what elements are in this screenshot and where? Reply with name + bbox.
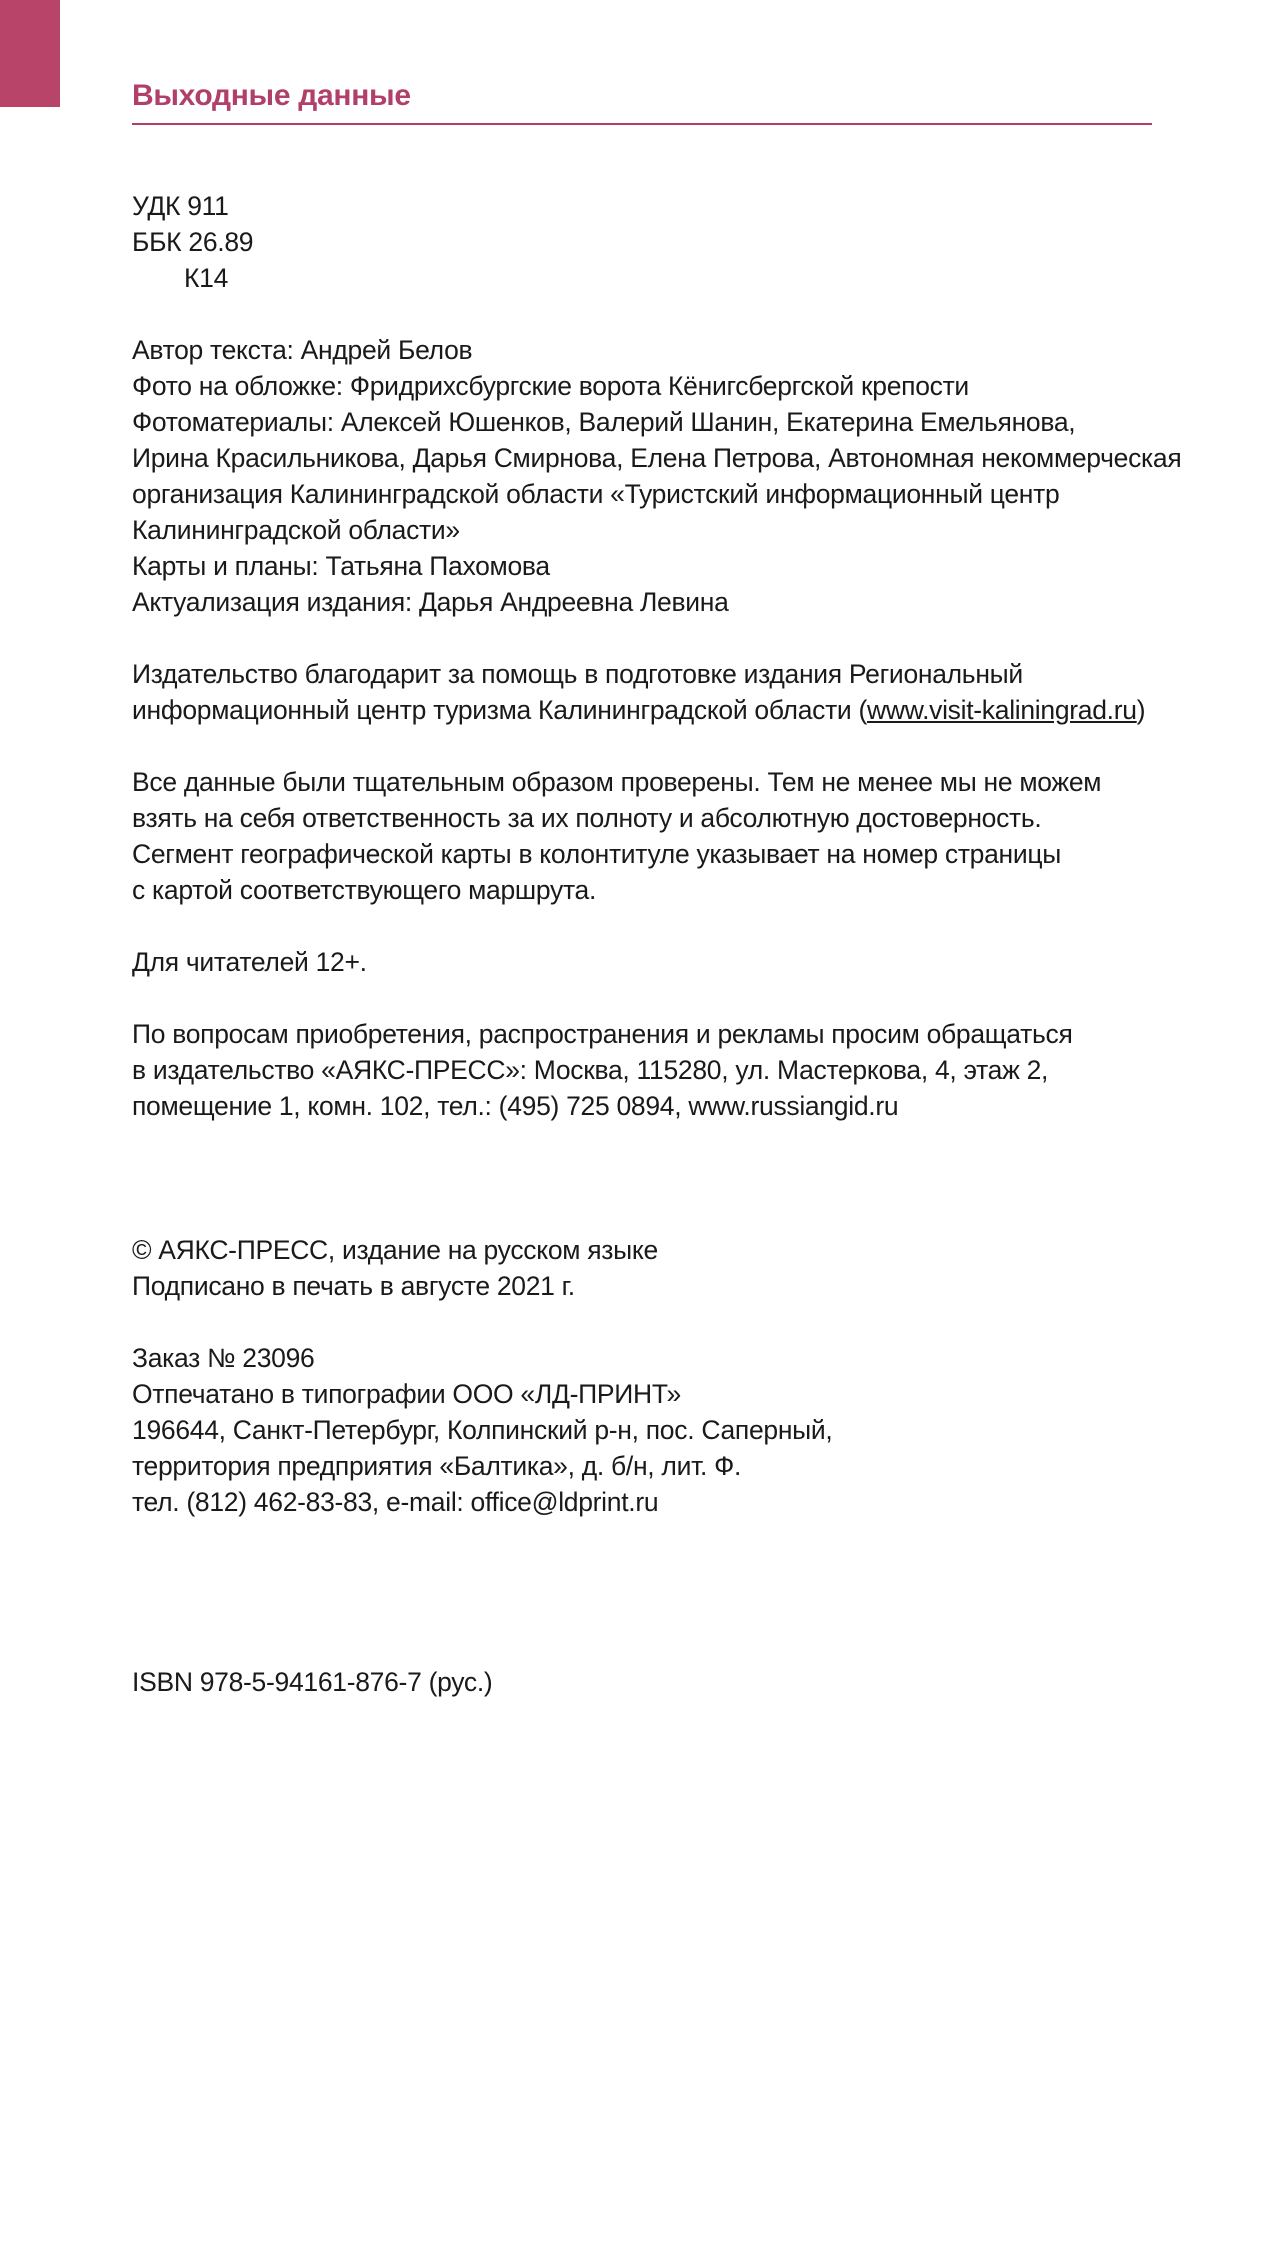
order-number: Заказ № 23096 [132, 1343, 315, 1373]
page-header [132, 72, 1152, 125]
disclaimer-line-1: Все данные были тщательным образом проверены. Тем не менее мы не можем [132, 767, 1102, 797]
disclaimer-line-2: взять на себя ответственность за их полноту и абсолютную достоверность. [132, 803, 1042, 833]
spacer [132, 620, 1232, 656]
thanks-line-2-prefix: информационный центр туризма Калининградской области ( [132, 695, 868, 725]
update-credit: Актуализация издания: Дарья Андреевна Левина [132, 587, 729, 617]
spacer [132, 908, 1232, 944]
udk-line: УДК 911 [132, 191, 229, 221]
age-rating: Для читателей 12+. [132, 947, 367, 977]
maps-credit: Карты и планы: Татьяна Пахомова [132, 551, 550, 581]
photo-credit-line-1: Фотоматериалы: Алексей Юшенков, Валерий Шанин, Екатерина Емельянова, [132, 407, 1076, 437]
visit-kaliningrad-link[interactable]: www.visit-kaliningrad.ru [867, 695, 1137, 725]
spacer [132, 1520, 1232, 1664]
spacer [132, 1304, 1232, 1340]
print-signed-line: Подписано в печать в августе 2021 г. [132, 1271, 575, 1301]
photo-credit-line-2: Ирина Красильникова, Дарья Смирнова, Елена Петрова, Автономная некоммерческая [132, 443, 1182, 473]
photo-credit-line-3: организация Калининградской области «Туристский информационный центр [132, 479, 1060, 509]
disclaimer-line-3: Сегмент географической карты в колонтитуле указывает на номер страницы [132, 839, 1062, 869]
spacer [132, 728, 1232, 764]
printer-address-line-1: 196644, Санкт-Петербург, Колпинский р-н, пос. Саперный, [132, 1415, 833, 1445]
corner-color-tab [0, 0, 60, 107]
photo-credit-line-4: Калининградской области» [132, 515, 460, 545]
contact-line-3: помещение 1, комн. 102, тел.: (495) 725 0894, www.russiangid.ru [132, 1091, 899, 1121]
copyright-line: © АЯКС-ПРЕСС, издание на русском языке [132, 1235, 658, 1265]
contact-line-2: в издательство «АЯКС-ПРЕСС»: Москва, 115280, ул. Мастеркова, 4, этаж 2, [132, 1055, 1049, 1085]
title-underline-rule [132, 123, 1152, 125]
thanks-line-2-suffix: ) [1136, 695, 1146, 725]
printer-address-line-2: территория предприятия «Балтика», д. б/н, лит. Ф. [132, 1451, 742, 1481]
spacer [132, 296, 1232, 332]
isbn-line: ISBN 978-5-94161-876-7 (рус.) [132, 1667, 493, 1697]
bbk-line: ББК 26.89 [132, 227, 254, 257]
page-title: Выходные данные [132, 79, 411, 112]
author-mark-line: К14 [184, 263, 229, 293]
spacer [132, 1124, 1232, 1232]
contact-line-1: По вопросам приобретения, распространения и рекламы просим обращаться [132, 1019, 1073, 1049]
spacer [132, 980, 1232, 1016]
printer-contact: тел. (812) 462-83-83, e-mail: office@ldprint.ru [132, 1487, 659, 1517]
thanks-line-2 [132, 692, 1232, 728]
imprint-content [132, 188, 1232, 1700]
cover-photo-credit: Фото на обложке: Фридрихсбургские ворота Кёнигсбергской крепости [132, 371, 969, 401]
author-credit: Автор текста: Андрей Белов [132, 335, 473, 365]
disclaimer-line-4: с картой соответствующего маршрута. [132, 875, 597, 905]
thanks-line-1: Издательство благодарит за помощь в подготовке издания Региональный [132, 659, 1023, 689]
printer-name: Отпечатано в типографии ООО «ЛД-ПРИНТ» [132, 1379, 681, 1409]
